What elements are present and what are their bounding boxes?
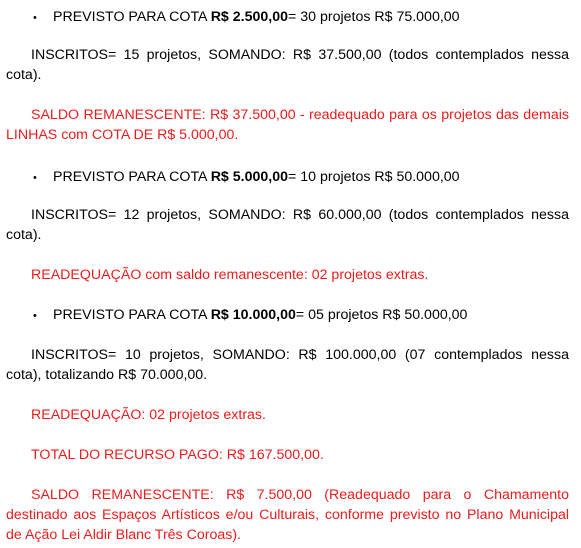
quota-3-heading [33,305,575,326]
bullet-icon: • [33,172,37,184]
final-saldo-note: SALDO REMANESCENTE: R$ 7.500,00 (Readequado para o Chamamento destinado aos Espaços Artísticos e/ou Culturais, conforme previsto no Plano Municipal de Ação Lei Aldir Blanc Três Coroas). [6,487,569,543]
quota-3-readequacao-note: READEQUAÇÃO: 02 projetos extras. [31,407,266,423]
quota-3-suffix: = 05 projetos R$ 50.000,00 [295,307,468,323]
bullet-icon: • [33,12,37,24]
quota-2-value: R$ 5.000,00 [210,169,288,185]
quota-1-inscritos: INSCRITOS= 15 projetos, SOMANDO: R$ 37.500,00 (todos contemplados nessa cota). [6,47,569,83]
quota-1-value: R$ 2.500,00 [210,9,288,25]
quota-2-heading [33,167,575,188]
quota-3-prefix: PREVISTO PARA COTA [53,307,211,323]
quota-2-prefix: PREVISTO PARA COTA [53,169,211,185]
quota-1-saldo-note: SALDO REMANESCENTE: R$ 37.500,00 - readequado para os projetos das demais LINHAS com COTA DE R$ 5.000,00. [6,107,569,143]
quota-1-line [53,7,460,27]
quota-1-prefix: PREVISTO PARA COTA [53,9,211,25]
quota-3-line [53,305,467,325]
quota-1-suffix: = 30 projetos R$ 75.000,00 [288,9,460,25]
bullet-icon: • [33,310,37,322]
total-recurso-pago: TOTAL DO RECURSO PAGO: R$ 167.500,00. [31,447,324,463]
quota-2-readequacao-note: READEQUAÇÃO com saldo remanescente: 02 projetos extras. [31,267,429,283]
quota-2-suffix: = 10 projetos R$ 50.000,00 [288,169,460,185]
quota-2-inscritos: INSCRITOS= 12 projetos, SOMANDO: R$ 60.000,00 (todos contemplados nessa cota). [6,207,569,243]
quota-1-heading [33,7,575,28]
quota-3-value: R$ 10.000,00 [210,307,296,323]
quota-2-line [53,167,460,187]
quota-3-inscritos: INSCRITOS= 10 projetos, SOMANDO: R$ 100.000,00 (07 contemplados nessa cota), totalizando R$ 70.000,00. [6,347,569,383]
